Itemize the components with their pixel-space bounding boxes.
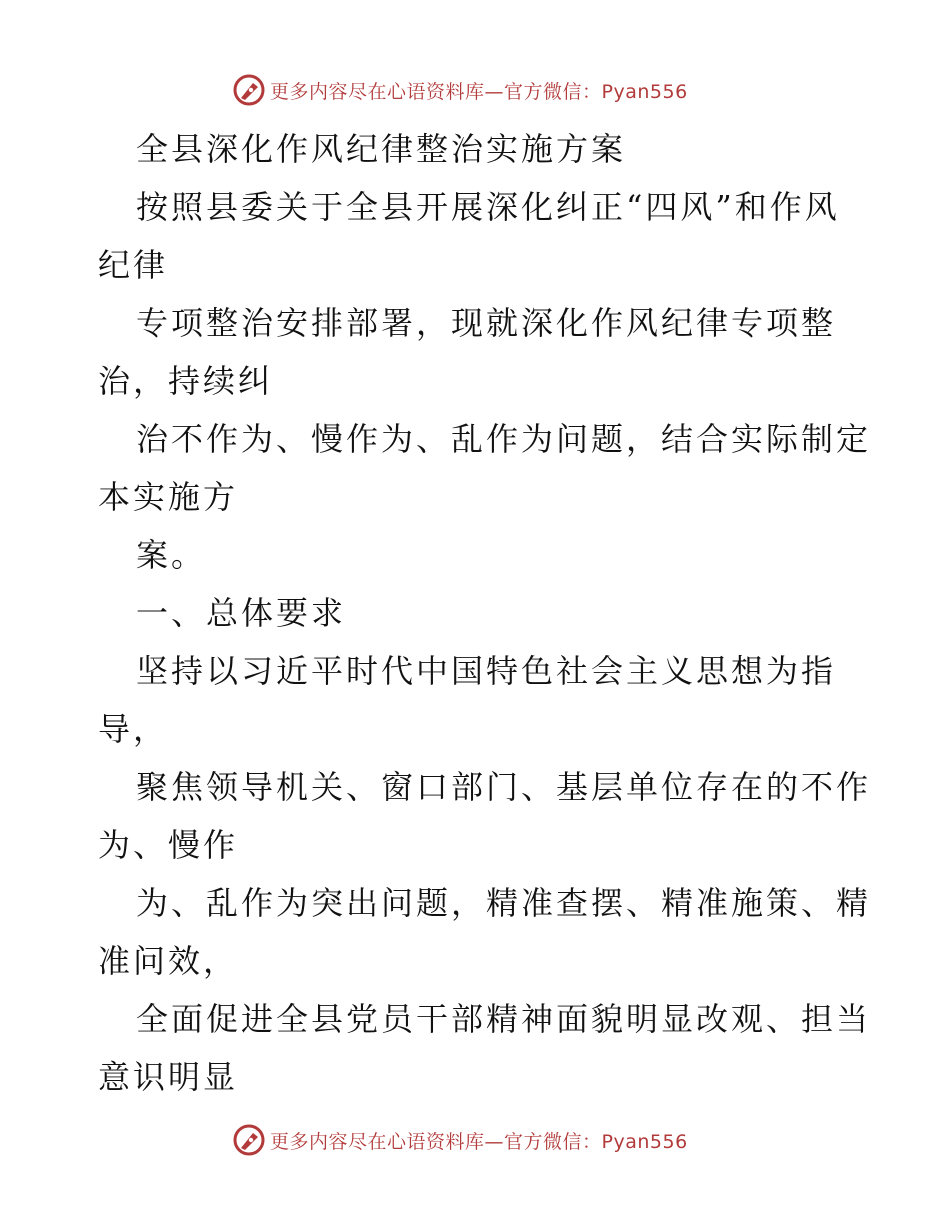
paragraph-line: 为、慢作 [98, 826, 239, 864]
paragraph-line: 意识明显 [98, 1058, 239, 1096]
paragraph-line: 导， [98, 710, 169, 748]
header-banner [232, 72, 688, 108]
paragraph-line: 聚焦领导机关、窗口部门、基层单位存在的不作 [136, 768, 872, 806]
header-banner-text: 更多内容尽在心语资料库—官方微信：Pyan556 [270, 80, 688, 103]
pen-nib-logo-icon [232, 73, 266, 107]
paragraph-line: 专项整治安排部署，现就深化作风纪律专项整 [136, 304, 837, 342]
paragraph-line: 纪律 [98, 246, 169, 284]
paragraph-line: 按照县委关于全县开展深化纠正“四风”和作风 [136, 188, 840, 226]
paragraph-line: 为、乱作为突出问题，精准查摆、精准施策、精 [136, 884, 872, 922]
paragraph-line: 准问效， [98, 942, 239, 980]
section-heading: 一、总体要求 [136, 594, 347, 632]
paragraph-line: 治不作为、慢作为、乱作为问题，结合实际制定 [136, 420, 872, 458]
paragraph-line: 本实施方 [98, 478, 239, 516]
pen-nib-logo-icon [232, 1123, 266, 1157]
document-title: 全县深化作风纪律整治实施方案 [136, 130, 627, 168]
footer-banner-text: 更多内容尽在心语资料库—官方微信：Pyan556 [270, 1130, 688, 1153]
document-body [98, 120, 872, 1106]
footer-banner [232, 1122, 688, 1158]
paragraph-line: 治，持续纠 [98, 362, 274, 400]
paragraph-line: 全面促进全县党员干部精神面貌明显改观、担当 [136, 1000, 872, 1038]
paragraph-line: 案。 [136, 536, 207, 574]
paragraph-line: 坚持以习近平时代中国特色社会主义思想为指 [136, 652, 837, 690]
